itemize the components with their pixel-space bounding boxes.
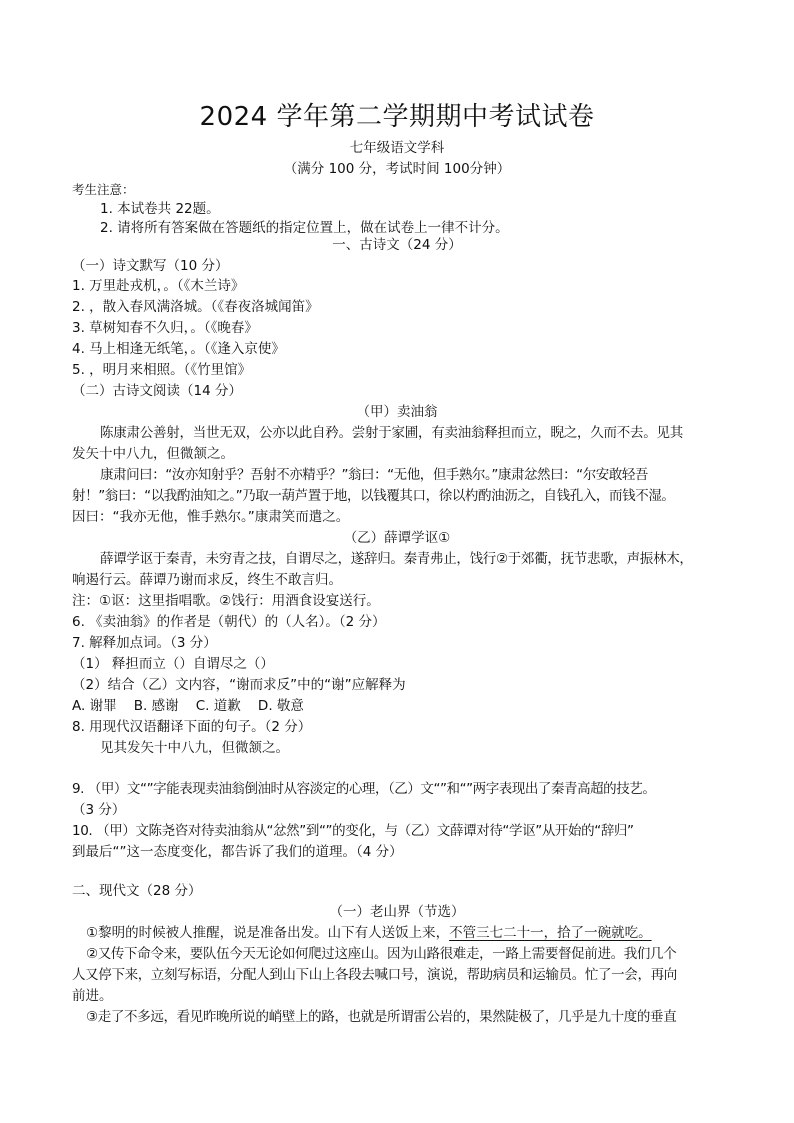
section1-title: 一、古诗文（24 分） [332,237,462,253]
recitation-item: 1. 万里赴戎机，。（《木兰诗》 [72,278,245,294]
text-b-line: 薛谭学讴于秦青，未穷青之技，自谓尽之，遂辞归。秦青弗止，饯行②于郊衢，抚节悲歌，声振林木， [100,551,693,567]
text-a-line: 射！”翁曰：“以我酌油知之。”乃取一葫芦置于地，以钱覆其口，徐以杓酌油沥之，自钱孔入，而钱不湿。 [72,488,675,504]
passage-line: ③走了不多远，看见昨晚所说的峭壁上的路，也就是所谓雷公岩的，果然陡极了，几乎是九十度的垂直 [86,1009,677,1025]
question-10: 10. （甲）文陈尧咨对待卖油翁从“忿然”到“”的变化，与（乙）文薛谭对待“学讴”从开始的“辞归” [72,823,634,839]
recitation-item: 3. 草树知春不久归，。（《晚春》 [72,320,258,336]
question-10-cont: 到最后“”这一态度变化，都告诉了我们的道理。（4 分） [72,844,403,860]
instructions-heading: 考生注意： [72,182,135,197]
question-7-2: （2）结合（乙）文内容，“谢而求反”中的“谢”应解释为 [72,677,406,693]
instruction-item: 1. 本试卷共 22题。 [100,201,220,217]
question-8-sentence: 见其发矢十中八九，但微颔之。 [100,740,289,756]
exam-title: 2024 学年第二学期期中考试试卷 [199,102,595,132]
text-a-line: 发矢十中八九，但微颔之。 [72,446,234,462]
passage-p1-underlined: 不管三七二十一，拾了一碗就吃。 [449,925,652,941]
passage-line: 人又停下来，立刻写标语，分配人到山下山上各段去喊口号，演说，帮助病员和运输员。忙了一会，再向 [72,967,677,983]
question-7-1: （1） 释担而立（）自谓尽之（） [72,656,274,672]
passage-paragraph-1 [86,924,652,942]
section2-part1-title: （一）老山界（节选） [329,904,465,920]
text-b-note: 注：①讴：这里指唱歌。②饯行：用酒食设宴送行。 [72,593,380,609]
passage-p1-text: ①黎明的时候被人推醒，说是准备出发。山下有人送饭上来， [86,925,450,941]
question-8: 8. 用现代汉语翻译下面的句子。（2 分） [72,719,312,735]
section2-title: 二、现代文（28 分） [72,883,202,899]
instruction-item: 2. 请将所有答案做在答题纸的指定位置上，做在试卷上一律不计分。 [100,220,509,236]
question-9: 9. （甲）文“”字能表现卖油翁倒油时从容淡定的心理，（乙）文“”和“”两字表现出了秦青高超的技艺。 [72,781,656,797]
passage-line: 前进。 [72,988,113,1004]
question-6: 6. 《卖油翁》的作者是（朝代）的（人名）。（2 分） [72,614,386,630]
recitation-item: 2. ，散入春风满洛城。（《春夜洛城闻笛》 [72,299,319,315]
part1-title: （一）诗文默写（10 分） [72,258,229,274]
question-7-options: A. 谢罪 B. 感谢 C. 道歉 D. 敬意 [72,698,304,714]
question-7: 7. 解释加点词。（3 分） [72,635,217,651]
text-a-line: 因曰：“我亦无他，惟手熟尔。”康肃笑而遣之。 [72,509,350,525]
text-a-line: 康肃问曰：“汝亦知射乎？吾射不亦精乎？”翁曰：“无他，但手熟尔。”康肃忿然曰：“尔安敢轻吾 [100,467,648,483]
text-b-title: （乙）薛谭学讴① [343,530,451,546]
exam-subject: 七年级语文学科 [349,140,445,156]
text-b-line: 响遏行云。薛谭乃谢而求反，终生不敢言归。 [72,572,342,588]
recitation-item: 5. ，明月来相照。（《竹里馆》 [72,362,252,378]
passage-line: ②又传下命令来，要队伍今天无论如何爬过这座山。因为山路很难走，一路上需要督促前进。我们几个 [86,946,677,962]
text-a-line: 陈康肃公善射，当世无双，公亦以此自矜。尝射于家圃，有卖油翁释担而立，睨之，久而不去。见其 [100,425,683,441]
text-a-title: （甲）卖油翁 [356,404,438,420]
recitation-item: 4. 马上相逢无纸笔，。（《逢入京使》 [72,341,285,357]
question-9-score: （3 分） [72,802,126,818]
part2-title: （二）古诗文阅读（14 分） [72,383,242,399]
exam-note: （满分 100 分，考试时间 100分钟） [283,161,511,177]
